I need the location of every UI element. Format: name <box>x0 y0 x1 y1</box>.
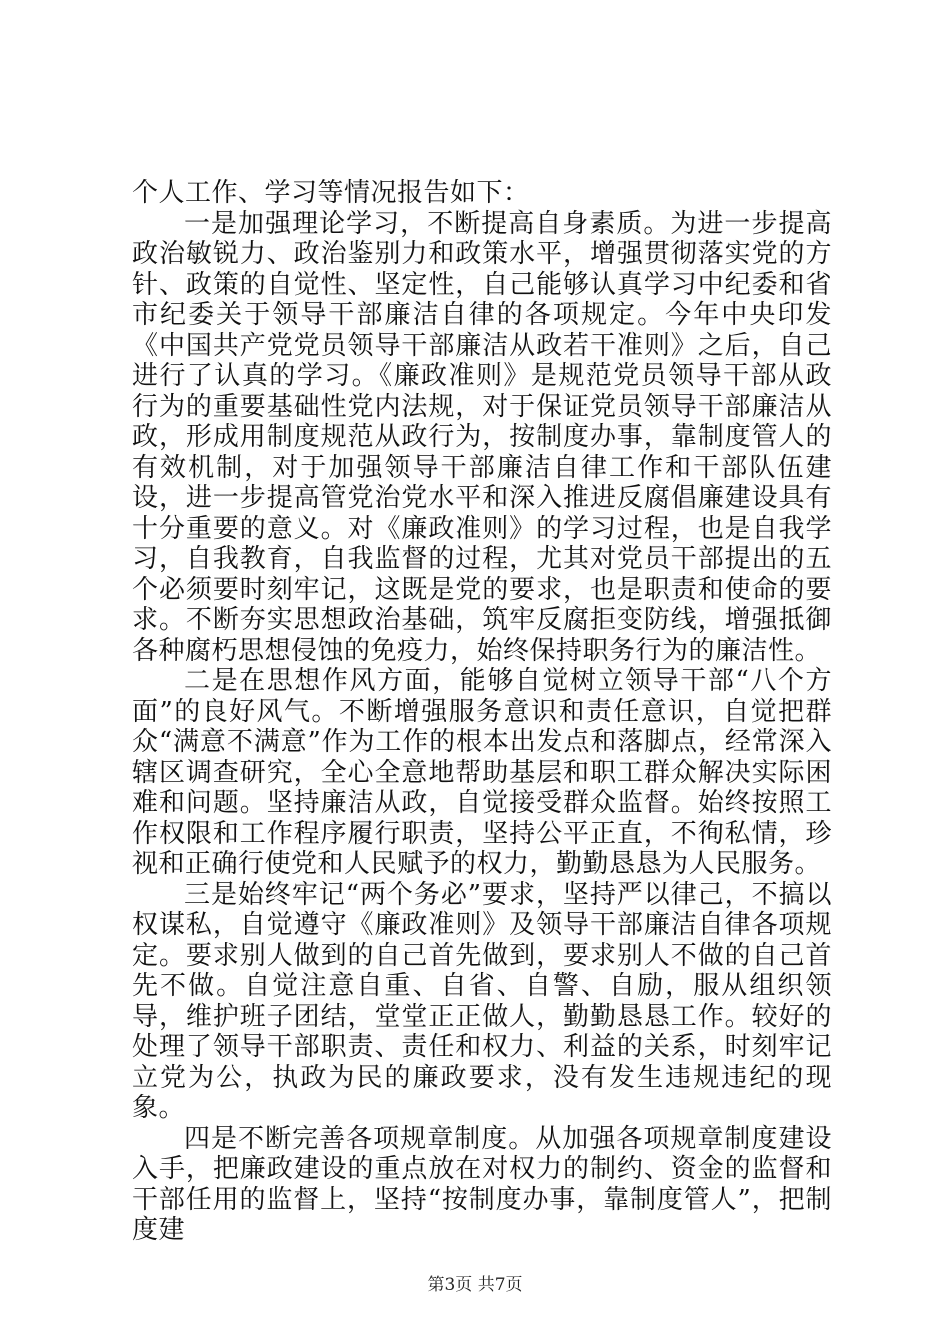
paragraph-self-discipline: 三是始终牢记“两个务必”要求，坚持严以律己，不搞以权谋私，自觉遵守《廉政准则》及领导干部廉洁自律各项规定。要求别人做到的自己首先做到，要求别人不做的自己首先不做。自觉注意自重、自省、自警、自励，服从组织领导，维护班子团结，堂堂正正做人，勤勤恳恳工作。较好的处理了领导干部职责、责任和权力、利益的关系，时刻牢记立党为公，执政为民的廉政要求，没有发生违规违纪的现象。 <box>132 879 832 1123</box>
paragraph-intro: 个人工作、学习等情况报告如下： <box>132 178 530 208</box>
paragraph-theory-study: 一是加强理论学习，不断提高自身素质。为进一步提高政治敏锐力、政治鉴别力和政策水平，增强贯彻落实党的方针、政策的自觉性、坚定性，自己能够认真学习中纪委和省市纪委关于领导干部廉洁自律的各项规定。今年中央印发《中国共产党党员领导干部廉洁从政若干准则》之后，自己进行了认真的学习。《廉政准则》是规范党员领导干部从政行为的重要基础性党内法规，对于保证党员领导干部廉洁从政，形成用制度规范从政行为，按制度办事，靠制度管人的有效机制，对于加强领导干部廉洁自律工作和干部队伍建设，进一步提高管党治党水平和深入推进反腐倡廉建设具有十分重要的意义。对《廉政准则》的学习过程，也是自我学习，自我教育，自我监督的过程，尤其对党员干部提出的五个必须要时刻牢记，这既是党的要求，也是职责和使命的要求。不断夯实思想政治基础，筑牢反腐拒变防线，增强抵御各种腐朽思想侵蚀的免疫力，始终保持职务行为的廉洁性。 <box>132 208 832 666</box>
page-number-footer: 第3页 共7页 <box>427 1275 523 1295</box>
document-body <box>132 178 832 1246</box>
paragraph-work-style: 二是在思想作风方面，能够自觉树立领导干部“八个方面”的良好风气。不断增强服务意识和责任意识，自觉把群众“满意不满意”作为工作的根本出发点和落脚点，经常深入辖区调查研究，全心全意地帮助基层和职工群众解决实际困难和问题。坚持廉洁从政，自觉接受群众监督。始终按照工作权限和工作程序履行职责，坚持公平正直，不徇私情，珍视和正确行使党和人民赋予的权力，勤勤恳恳为人民服务。 <box>132 666 832 879</box>
paragraph-regulations: 四是不断完善各项规章制度。从加强各项规章制度建设入手，把廉政建设的重点放在对权力的制约、资金的监督和干部任用的监督上，坚持“按制度办事，靠制度管人”，把制度建 <box>132 1123 832 1245</box>
